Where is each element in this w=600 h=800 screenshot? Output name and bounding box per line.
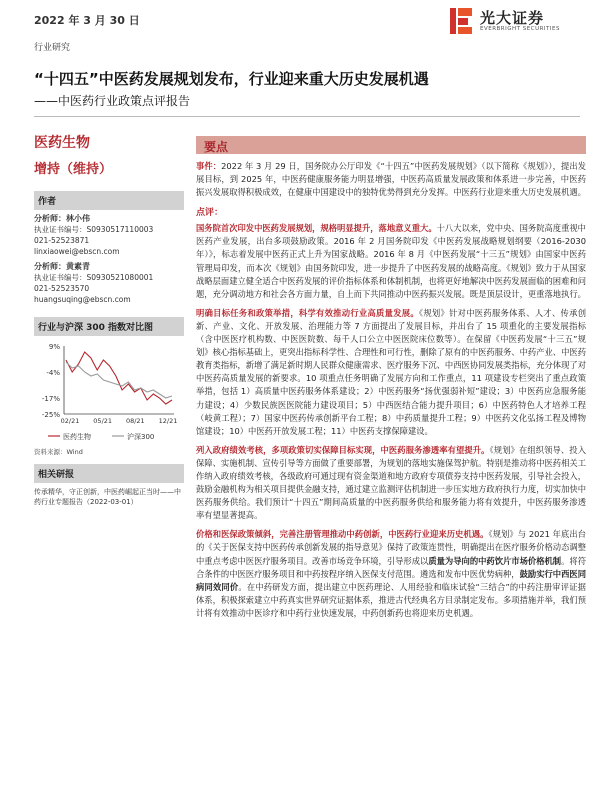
point-text: 。将符合条件的中医医疗服务项目和中药按程序纳入医保支付范围。遴选和发布中医优势病种， [196, 555, 586, 579]
y-tick-label: -25% [41, 411, 60, 419]
y-tick-label: -4% [46, 369, 60, 377]
point-text: 。在中药研发方面，提出建立中医药理论、人用经验和临床试验“三结合”的中药注册审评证据体系，积极探索建立中药真实世界研究证据体系，推进古代经典名方目录制定发布。多项措施并举，我们预计将有效推动中医诊疗和中药行业快速发展，中药创新药也将迎来历史机遇。 [196, 581, 586, 618]
point-text: 十八大以来，党中央、国务院高度重视中医药产业发展，出台多项鼓励政策。2016 年 2 月国务院印发《中医药发展战略规划纲要（2016-2030 年）》，标志着发展中医药正式上升为国家战略。2016 年 8 月《中医药发展“十三五”规划》由国家中医药管理局印发，而本次《规划》由国务院印发，进一步提升了中医药发展的战略高度。《规划》致力于从国家战略层面建立健全适合中医药发展的评价指标体系和体制机制，也将更好地解决中医药发展面临的困难和问题，充分调动地方和社会各方面力量，自上而下共同推动中医药振兴发展。既是顶层设计，更重落地执行。 [196, 223, 586, 299]
comment-label: 点评： [196, 208, 224, 219]
analyst-1 [34, 213, 184, 257]
point-highlight: 明确目标任务和政策举措，科学有效推动行业高质量发展。 [196, 307, 419, 318]
y-tick-label: -17% [41, 395, 60, 403]
analyst-name: 分析师：林小伟 [34, 214, 90, 223]
point-text: 《规划》与 2021 年底出台的《关于医保支持中医药传承创新发展的指导意见》保持了政策连贯性，明确提出在医疗服务价格动态调整中重点考虑中医医疗服务项目。改善市场竞争环境，引导形成以 [196, 529, 586, 566]
point-bold: 鼓励实行中西医同病同效同价 [196, 568, 586, 592]
authors-heading: 作者 [34, 191, 184, 210]
header-divider [34, 116, 580, 117]
analyst-email[interactable]: huangsuqing@ebscn.com [34, 295, 131, 304]
point-paragraph-2 [196, 307, 586, 438]
analyst-name: 分析师：黄素青 [34, 262, 90, 271]
report-date: 2022 年 3 月 30 日 [34, 14, 140, 27]
x-tick-label: 05/21 [93, 417, 113, 425]
logo-name: 光大证券 [480, 9, 545, 27]
event-text: 2022 年 3 月 29 日，国务院办公厅印发《“十四五”中医药发展规划》（以下简称《规划》），提出发展目标，到 2025 年，中医药健康服务能力明显增强，中医药高质量发展政策和体系进一步完善，中医药振兴发展取得积极成效，在健康中国建设中的独特优势得到充分发挥。中医药行业迎来重大历史发展机遇。 [196, 161, 586, 198]
point-text: 《规划》在组织领导、投入保障、实施机制、宣传引导等方面做了重要部署，为规划的落地实施保驾护航。特别是推动将中医药相关工作纳入政府绩效考核，各级政府可通过现有资金渠道和地方政府专项债券支持中医药发展，引导社会投入，鼓励金融机构为相关项目提供金融支持，通过建立监测评估机制进一步压实地方政府执行力度，切实加快中医药服务供给。我们预计“十四五”期间高质量的中医药服务供给和服务能力将有效提升，中医药服务渗透率有望显著提高。 [196, 444, 586, 521]
related-heading: 相关研报 [34, 464, 184, 483]
brokerage-logo [448, 4, 588, 38]
rating: 增持（维持） [34, 162, 113, 177]
index-comparison-chart [34, 340, 184, 445]
x-tick-label: 02/21 [60, 417, 80, 425]
point-highlight: 价格和医保政策倾斜，完善注册管理推动中药创新，中医药行业迎来历史机遇。 [196, 529, 489, 540]
sector-name: 医药生物 [34, 135, 90, 151]
analyst-cert: 执业证书编号：S0930521080001 [34, 273, 154, 282]
event-paragraph [196, 160, 586, 199]
logo-subtitle: EVERBRIGHT SECURITIES [480, 26, 560, 32]
chart-heading: 行业与沪深 300 指数对比图 [34, 317, 184, 336]
analyst-2 [34, 261, 184, 305]
point-bold: 质量为导向的中药饮片市场价格机制 [428, 555, 562, 566]
series-line [66, 352, 172, 404]
point-paragraph-4 [196, 528, 586, 620]
sidebar [34, 130, 184, 507]
analyst-phone: 021-52523570 [34, 284, 90, 293]
event-label: 事件： [196, 161, 222, 171]
point-paragraph-1 [196, 222, 586, 301]
main-content [196, 136, 586, 620]
report-category: 行业研究 [34, 43, 71, 53]
chart-svg [34, 340, 184, 445]
point-text: 《规划》针对中医药服务体系、人才、传承创新、产业、文化、开放发展、治理能力等 7 方面提出了发展目标，并出台了 15 项重化的主要发展指标（含中医医疗机构数、中医医院数、每千人口公立中医医院床位数等）。在保留《中医药发展“十三五”规划》核心指标基础上，更突出指标科学性、合理性和可行性，删除了原有的中医药服务、中药产业、中医药教育类指标，新增了满足新时期人民群众健康需求、医疗服务下沉、中西医协同发展类指标，充分体现了对中医药高质量发展的新要求。10 项重点任务明确了发展方向和工作重点，11 项建设专栏突出了重点政策举措，包括 1）高质量中医药服务体系建设；2）中医药服务“扬优强弱补短”建设；3）中医药应急服务能力建设；4）少数民族医医院能力建设项目；5）中西医结合能力提升项目；6）中医药特色人才培养工程（岐黄工程）；7）国家中医药传承创新平台工程；8）中药质量提升工程；9）中医药文化弘扬工程及博物馆建设；10）中医药开放发展工程；11）中医药支撑保障建设。 [196, 307, 586, 436]
y-tick-label: 9% [48, 343, 60, 351]
x-tick-label: 12/21 [158, 417, 178, 425]
analyst-email[interactable]: linxiaowei@ebscn.com [34, 247, 120, 256]
point-highlight: 列入政府绩效考核，多项政策切实保障目标实现，中医药服务渗透率有望提升。 [196, 444, 490, 455]
analyst-phone: 021-52523871 [34, 236, 90, 245]
legend-label: 医药生物 [63, 433, 91, 441]
page-title: “十四五”中医药发展规划发布，行业迎来重大历史发展机遇 [34, 70, 429, 88]
related-report-link[interactable]: 传承精华，守正创新，中医药崛起正当时——中药行业专题报告（2022-03-01） [34, 488, 181, 506]
analyst-cert: 执业证书编号：S0930517110003 [34, 225, 154, 234]
chart-source: 资料来源：Wind [34, 448, 83, 456]
key-points-heading: 要点 [196, 136, 586, 154]
point-paragraph-3 [196, 444, 586, 523]
x-tick-label: 08/21 [125, 417, 145, 425]
logo-mark-icon [448, 6, 474, 36]
legend-label: 沪深300 [127, 433, 155, 441]
point-highlight: 国务院首次印发中医药发展规划，规格明显提升，落地意义重大。 [196, 223, 437, 234]
series-line [66, 362, 172, 398]
page-subtitle: ——中医药行业政策点评报告 [34, 94, 191, 108]
